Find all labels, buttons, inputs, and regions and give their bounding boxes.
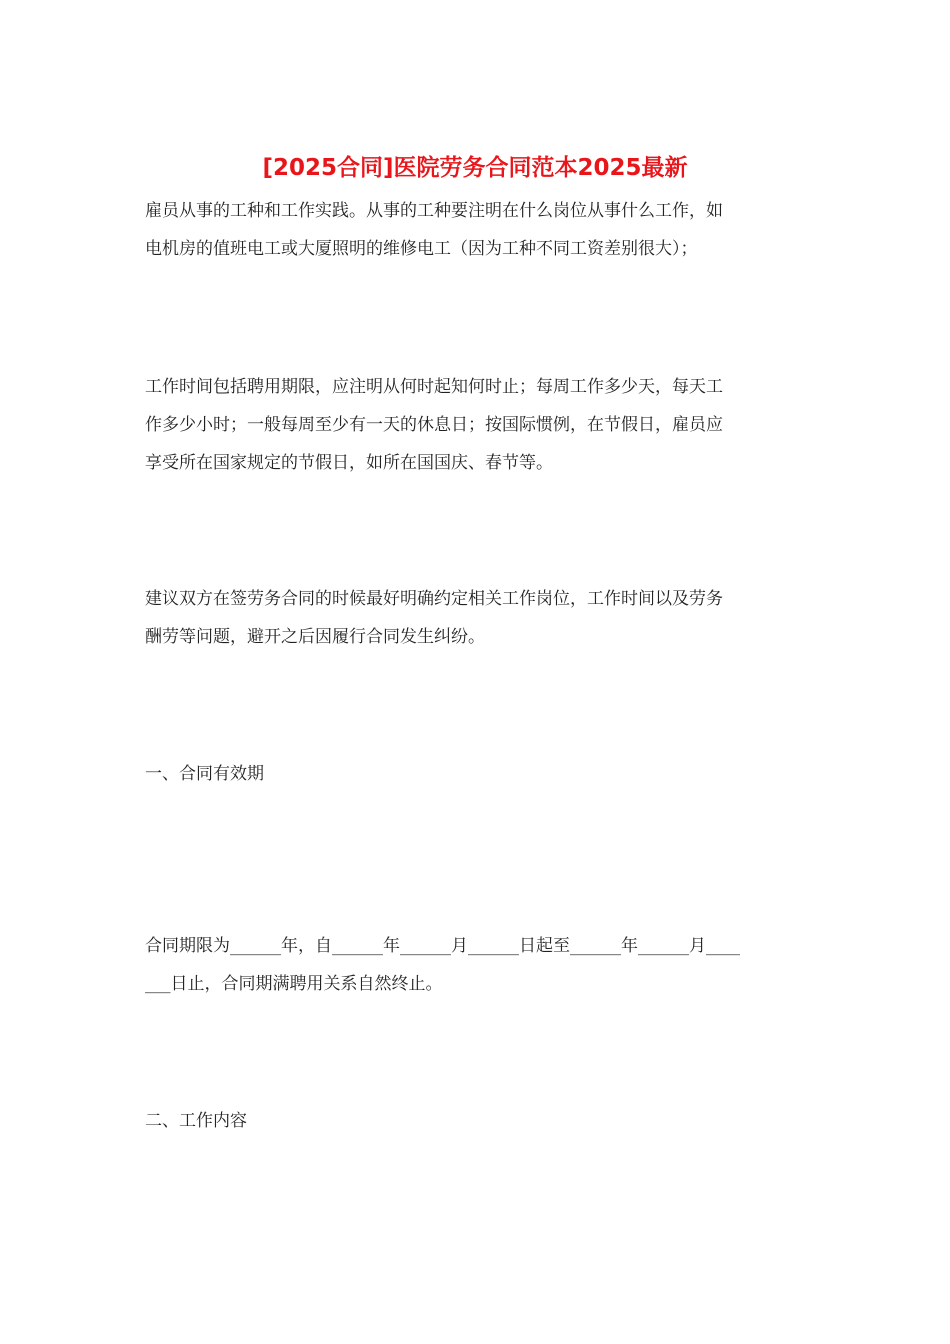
paragraph-line: 作多少小时；一般每周至少有一天的休息日；按国际惯例，在节假日，雇员应	[145, 415, 723, 435]
paragraph-line: 享受所在国家规定的节假日，如所在国国庆、春节等。	[145, 453, 553, 473]
paragraph-work-hours	[145, 368, 805, 482]
paragraph-line: ___日止，合同期满聘用关系自然终止。	[145, 974, 443, 994]
paragraph-contract-term	[145, 927, 805, 1003]
paragraph-line: 合同期限为______年，自______年______月______日起至______年______月____	[145, 936, 740, 956]
paragraph-line: 酬劳等问题，避开之后因履行合同发生纠纷。	[145, 627, 485, 647]
paragraph-advice	[145, 580, 805, 656]
paragraph-line: 工作时间包括聘用期限，应注明从何时起知何时止；每周工作多少天，每天工	[145, 377, 723, 397]
paragraph-line: 雇员从事的工种和工作实践。从事的工种要注明在什么岗位从事什么工作，如	[145, 201, 723, 221]
paragraph-line: 电机房的值班电工或大厦照明的维修电工（因为工种不同工资差别很大）；	[145, 239, 698, 259]
document-title: [2025合同]医院劳务合同范本2025最新	[262, 155, 688, 181]
paragraph-line: 建议双方在签劳务合同的时候最好明确约定相关工作岗位，工作时间以及劳务	[145, 589, 723, 609]
paragraph-job-type	[145, 192, 805, 268]
section-heading-work-content: 二、工作内容	[145, 1111, 247, 1131]
section-heading-validity: 一、合同有效期	[145, 764, 264, 784]
